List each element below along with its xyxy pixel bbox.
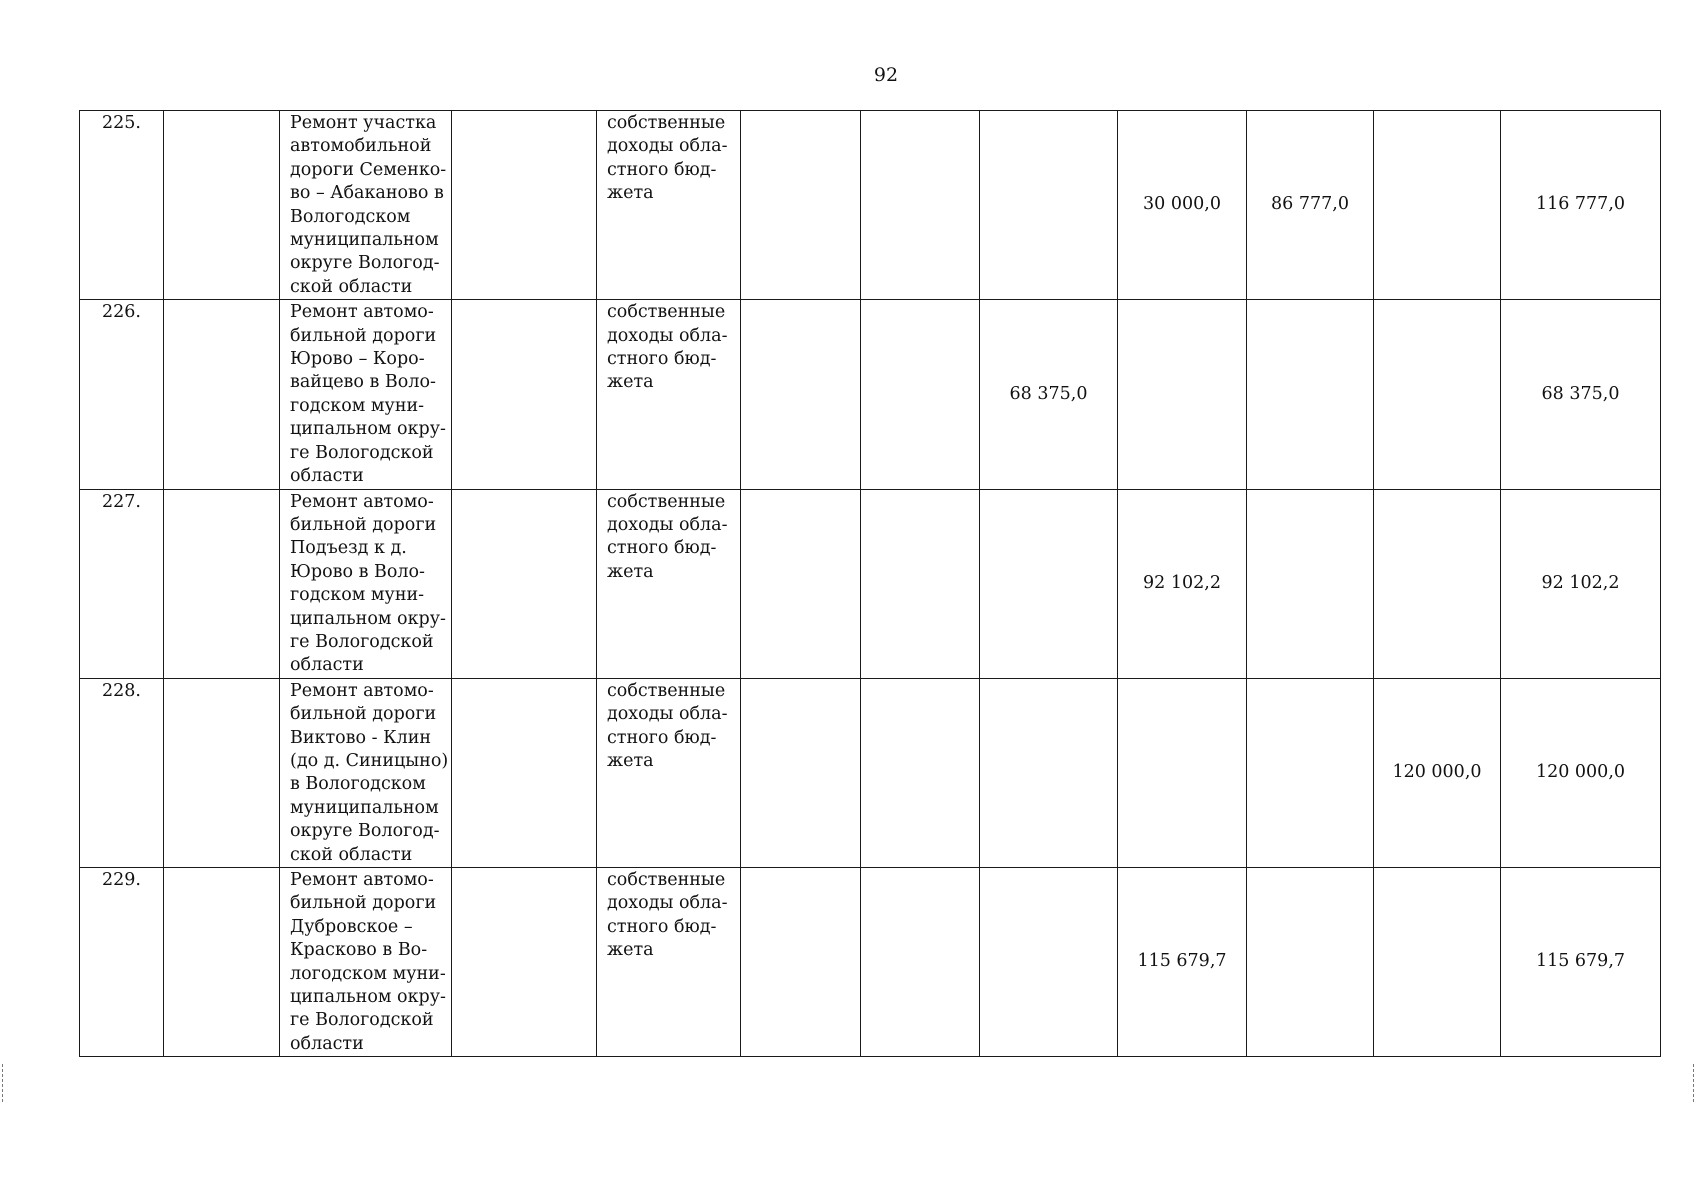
empty-cell xyxy=(164,868,280,1057)
description-line: Юрово – Коро- xyxy=(290,349,425,370)
amount-cell: 120 000,0 xyxy=(1374,678,1501,867)
amount-cell xyxy=(741,489,861,678)
amount-cell: 86 777,0 xyxy=(1247,111,1374,300)
funding-source-line: стного бюд- xyxy=(607,727,717,748)
total-amount: 92 102,2 xyxy=(1501,489,1661,678)
description-line: ге Вологодской xyxy=(290,442,434,463)
funding-source-line: жета xyxy=(607,940,654,961)
funding-source-line: жета xyxy=(607,372,654,393)
description-line: автомобильной xyxy=(290,136,432,157)
description-line: Ремонт автомо- xyxy=(290,491,434,512)
description-line: ге Вологодской xyxy=(290,631,434,652)
funding-source-line: собственные xyxy=(607,113,726,133)
description-line: области xyxy=(290,655,364,676)
table-row xyxy=(80,300,1661,489)
empty-cell xyxy=(452,489,597,678)
description-line: муниципальном xyxy=(290,797,439,818)
object-description xyxy=(280,111,452,300)
description-line: Вологодском xyxy=(290,206,411,227)
total-amount: 120 000,0 xyxy=(1501,678,1661,867)
funding-source-line: стного бюд- xyxy=(607,538,717,559)
description-line: ской области xyxy=(290,844,413,865)
description-line: Виктово - Клин xyxy=(290,727,432,748)
description-line: Юрово в Воло- xyxy=(290,561,425,582)
funding-source xyxy=(597,868,741,1057)
description-line: бильной дороги xyxy=(290,325,437,346)
row-number: 225. xyxy=(80,111,164,300)
amount-cell xyxy=(1247,868,1374,1057)
amount-cell xyxy=(741,300,861,489)
page-number: 92 xyxy=(873,64,899,86)
right-edge-mark xyxy=(1693,1064,1697,1102)
total-amount: 68 375,0 xyxy=(1501,300,1661,489)
empty-cell xyxy=(164,111,280,300)
funding-source-line: собственные xyxy=(607,302,726,323)
description-line: ской области xyxy=(290,276,413,297)
funding-source xyxy=(597,300,741,489)
funding-source-line: доходы обла- xyxy=(607,893,728,914)
table-body xyxy=(80,111,1661,1057)
amount-cell xyxy=(980,111,1118,300)
object-description xyxy=(280,300,452,489)
amount-cell xyxy=(1247,300,1374,489)
amount-cell: 115 679,7 xyxy=(1118,868,1247,1057)
description-line: Ремонт автомо- xyxy=(290,870,434,890)
description-line: (до д. Синицыно) xyxy=(290,750,449,771)
funding-source-line: стного бюд- xyxy=(607,349,717,370)
description-line: вайцево в Воло- xyxy=(290,372,436,393)
description-line: бильной дороги xyxy=(290,514,437,535)
object-description xyxy=(280,489,452,678)
amount-cell xyxy=(861,111,980,300)
empty-cell xyxy=(452,678,597,867)
total-amount: 115 679,7 xyxy=(1501,868,1661,1057)
empty-cell xyxy=(164,489,280,678)
description-line: ципальном окру- xyxy=(290,608,446,629)
table-row xyxy=(80,111,1661,300)
object-description xyxy=(280,678,452,867)
funding-source-line: доходы обла- xyxy=(607,325,728,346)
description-line: округе Вологод- xyxy=(290,253,440,274)
description-line: ге Вологодской xyxy=(290,1010,434,1031)
amount-cell xyxy=(1247,489,1374,678)
description-line: Ремонт участка xyxy=(290,113,437,133)
amount-cell xyxy=(741,111,861,300)
description-line: бильной дороги xyxy=(290,893,437,914)
funding-source-line: собственные xyxy=(607,680,726,701)
description-line: годском муни- xyxy=(290,395,425,416)
description-line: годском муни- xyxy=(290,585,425,606)
description-line: Подъезд к д. xyxy=(290,538,407,559)
amount-cell xyxy=(1118,300,1247,489)
amount-cell xyxy=(861,489,980,678)
description-line: ципальном окру- xyxy=(290,419,446,440)
amount-cell xyxy=(980,868,1118,1057)
description-line: округе Вологод- xyxy=(290,821,440,842)
funding-source-line: собственные xyxy=(607,491,726,512)
amount-cell xyxy=(861,868,980,1057)
description-line: в Вологодском xyxy=(290,774,426,795)
funding-source xyxy=(597,111,741,300)
description-line: Дубровское – xyxy=(290,916,413,937)
amount-cell xyxy=(1374,300,1501,489)
row-number: 228. xyxy=(80,678,164,867)
empty-cell xyxy=(452,868,597,1057)
description-line: Ремонт автомо- xyxy=(290,680,434,701)
funding-source-line: жета xyxy=(607,561,654,582)
object-description xyxy=(280,868,452,1057)
amount-cell xyxy=(741,868,861,1057)
row-number: 229. xyxy=(80,868,164,1057)
empty-cell xyxy=(452,111,597,300)
row-number: 227. xyxy=(80,489,164,678)
empty-cell xyxy=(164,300,280,489)
funding-source-line: доходы обла- xyxy=(607,514,728,535)
description-line: области xyxy=(290,466,364,487)
funding-source-line: доходы обла- xyxy=(607,704,728,725)
description-line: области xyxy=(290,1033,364,1054)
description-line: во – Абаканово в xyxy=(290,183,444,204)
amount-cell xyxy=(861,300,980,489)
amount-cell xyxy=(1247,678,1374,867)
amount-cell xyxy=(980,678,1118,867)
amount-cell xyxy=(1118,678,1247,867)
description-line: дороги Семенко- xyxy=(290,159,447,180)
description-line: бильной дороги xyxy=(290,704,437,725)
total-amount: 116 777,0 xyxy=(1501,111,1661,300)
amount-cell xyxy=(980,489,1118,678)
funding-source-line: стного бюд- xyxy=(607,916,717,937)
funding-source-line: жета xyxy=(607,183,654,204)
row-number: 226. xyxy=(80,300,164,489)
funding-source-line: доходы обла- xyxy=(607,136,728,157)
budget-table xyxy=(79,110,1661,1057)
funding-source xyxy=(597,678,741,867)
amount-cell xyxy=(1374,489,1501,678)
funding-source-line: жета xyxy=(607,750,654,771)
funding-source-line: собственные xyxy=(607,870,726,890)
amount-cell: 30 000,0 xyxy=(1118,111,1247,300)
description-line: муниципальном xyxy=(290,230,439,251)
table-row xyxy=(80,868,1661,1057)
funding-source xyxy=(597,489,741,678)
empty-cell xyxy=(164,678,280,867)
amount-cell xyxy=(861,678,980,867)
amount-cell: 92 102,2 xyxy=(1118,489,1247,678)
amount-cell: 68 375,0 xyxy=(980,300,1118,489)
empty-cell xyxy=(452,300,597,489)
funding-source-line: стного бюд- xyxy=(607,159,717,180)
table-row xyxy=(80,678,1661,867)
description-line: ципальном окру- xyxy=(290,987,446,1008)
description-line: Красково в Во- xyxy=(290,940,428,961)
left-edge-mark xyxy=(2,1064,9,1102)
amount-cell xyxy=(1374,868,1501,1057)
amount-cell xyxy=(741,678,861,867)
description-line: Ремонт автомо- xyxy=(290,302,434,323)
description-line: логодском муни- xyxy=(290,963,446,984)
amount-cell xyxy=(1374,111,1501,300)
table-row xyxy=(80,489,1661,678)
